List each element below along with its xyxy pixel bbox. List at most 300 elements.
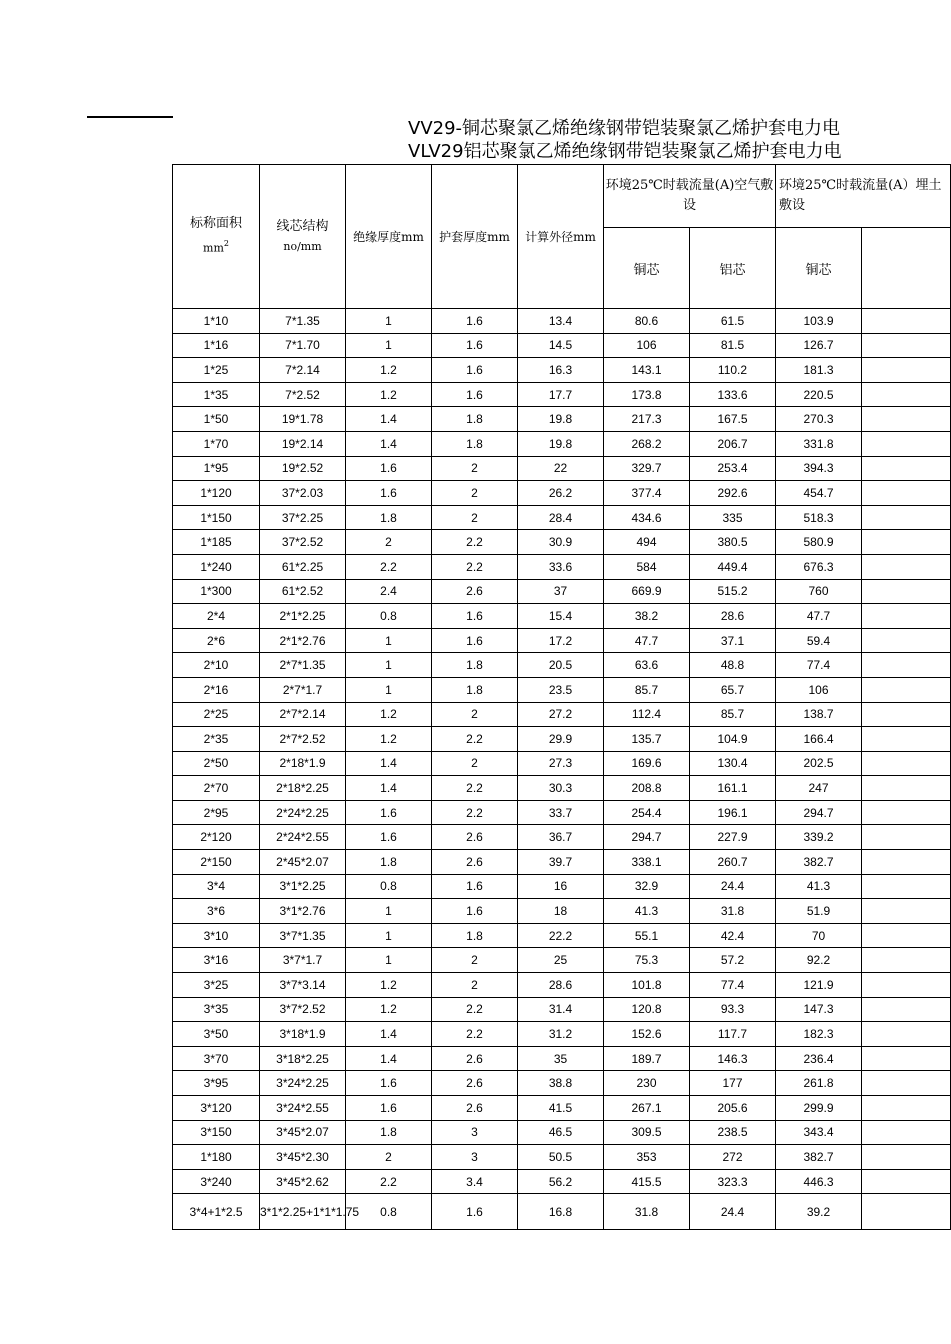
document-title (408, 117, 863, 163)
cell-air-copper: 135.7 (604, 727, 690, 752)
cell-air-copper: 338.1 (604, 850, 690, 875)
cell-insulation: 1 (346, 899, 432, 924)
cell-diameter: 37 (518, 579, 604, 604)
cell-insulation: 1.2 (346, 382, 432, 407)
cell-structure: 2*18*1.9 (260, 751, 346, 776)
cell-air-copper: 173.8 (604, 382, 690, 407)
cell-structure: 3*45*2.30 (260, 1145, 346, 1170)
table-row (173, 1046, 951, 1071)
cell-soil-copper: 202.5 (776, 751, 862, 776)
cell-area: 3*25 (173, 973, 260, 998)
cell-diameter: 31.2 (518, 1022, 604, 1047)
cell-diameter: 25 (518, 948, 604, 973)
cell-diameter: 19.8 (518, 407, 604, 432)
cell-insulation: 1.6 (346, 825, 432, 850)
cell-air-aluminum: 238.5 (690, 1120, 776, 1145)
cell-soil-copper: 220.5 (776, 382, 862, 407)
cell-structure: 3*24*2.25 (260, 1071, 346, 1096)
cell-air-copper: 267.1 (604, 1096, 690, 1121)
table-row (173, 850, 951, 875)
cell-soil-aluminum (862, 997, 951, 1022)
cell-soil-copper: 181.3 (776, 358, 862, 383)
title-line-2: VLV29铝芯聚氯乙烯绝缘钢带铠装聚氯乙烯护套电力电 (408, 141, 842, 162)
cell-diameter: 18 (518, 899, 604, 924)
header-aluminum-soil (862, 228, 951, 309)
cell-structure: 3*7*1.7 (260, 948, 346, 973)
cell-air-copper: 101.8 (604, 973, 690, 998)
cell-soil-copper: 77.4 (776, 653, 862, 678)
cell-soil-aluminum (862, 1022, 951, 1047)
cell-sheath: 2.2 (432, 800, 518, 825)
cell-soil-aluminum (862, 309, 951, 334)
cell-air-copper: 208.8 (604, 776, 690, 801)
cell-area: 1*185 (173, 530, 260, 555)
cell-air-copper: 268.2 (604, 431, 690, 456)
cell-soil-aluminum (862, 702, 951, 727)
cell-soil-aluminum (862, 677, 951, 702)
cell-diameter: 30.9 (518, 530, 604, 555)
cell-sheath: 1.8 (432, 677, 518, 702)
cell-insulation: 1.4 (346, 1046, 432, 1071)
cell-diameter: 22.2 (518, 923, 604, 948)
cell-air-aluminum: 449.4 (690, 554, 776, 579)
cell-insulation: 1 (346, 653, 432, 678)
cell-air-aluminum: 272 (690, 1145, 776, 1170)
cell-insulation: 1.2 (346, 973, 432, 998)
cell-soil-copper: 382.7 (776, 850, 862, 875)
cell-sheath: 1.6 (432, 358, 518, 383)
cell-sheath: 1.6 (432, 382, 518, 407)
cell-insulation: 1 (346, 948, 432, 973)
cell-insulation: 1 (346, 333, 432, 358)
cell-soil-copper: 41.3 (776, 874, 862, 899)
cell-air-copper: 169.6 (604, 751, 690, 776)
cell-structure: 2*1*2.25 (260, 604, 346, 629)
cell-sheath: 2.2 (432, 727, 518, 752)
table-row (173, 358, 951, 383)
table-row (173, 973, 951, 998)
cell-soil-aluminum (862, 1071, 951, 1096)
cell-sheath: 2.6 (432, 1096, 518, 1121)
cell-air-copper: 377.4 (604, 481, 690, 506)
cell-soil-copper: 760 (776, 579, 862, 604)
cell-area: 1*150 (173, 505, 260, 530)
cell-insulation: 1 (346, 677, 432, 702)
table-row (173, 1096, 951, 1121)
cell-sheath: 2.6 (432, 850, 518, 875)
cell-soil-aluminum (862, 579, 951, 604)
cell-air-aluminum: 93.3 (690, 997, 776, 1022)
cell-soil-aluminum (862, 1145, 951, 1170)
cell-air-aluminum: 206.7 (690, 431, 776, 456)
cell-structure: 37*2.52 (260, 530, 346, 555)
cell-sheath: 2 (432, 702, 518, 727)
cell-structure: 2*18*2.25 (260, 776, 346, 801)
cell-soil-copper: 676.3 (776, 554, 862, 579)
cell-insulation: 1.8 (346, 1120, 432, 1145)
cell-structure: 61*2.52 (260, 579, 346, 604)
cell-structure: 3*1*2.25+1*1*1.75 (260, 1194, 346, 1230)
cell-soil-aluminum (862, 456, 951, 481)
cell-air-copper: 41.3 (604, 899, 690, 924)
cell-diameter: 28.6 (518, 973, 604, 998)
cell-diameter: 29.9 (518, 727, 604, 752)
cell-area: 1*16 (173, 333, 260, 358)
cell-structure: 7*2.52 (260, 382, 346, 407)
cell-insulation: 1.2 (346, 702, 432, 727)
cell-area: 3*70 (173, 1046, 260, 1071)
cell-air-aluminum: 48.8 (690, 653, 776, 678)
table-row (173, 1120, 951, 1145)
cell-air-copper: 32.9 (604, 874, 690, 899)
table-row (173, 997, 951, 1022)
table-row (173, 505, 951, 530)
cell-soil-copper: 394.3 (776, 456, 862, 481)
cell-sheath: 2.6 (432, 1071, 518, 1096)
cell-diameter: 33.7 (518, 800, 604, 825)
cell-sheath: 2.2 (432, 997, 518, 1022)
cell-air-copper: 217.3 (604, 407, 690, 432)
cell-soil-aluminum (862, 948, 951, 973)
cell-air-copper: 47.7 (604, 628, 690, 653)
cell-air-aluminum: 335 (690, 505, 776, 530)
cell-insulation: 1.6 (346, 481, 432, 506)
cell-area: 3*10 (173, 923, 260, 948)
cell-air-aluminum: 253.4 (690, 456, 776, 481)
cell-soil-copper: 59.4 (776, 628, 862, 653)
cell-air-aluminum: 65.7 (690, 677, 776, 702)
cell-soil-copper: 454.7 (776, 481, 862, 506)
cell-sheath: 2.2 (432, 776, 518, 801)
cell-insulation: 1.4 (346, 1022, 432, 1047)
cell-diameter: 30.3 (518, 776, 604, 801)
cell-soil-copper: 518.3 (776, 505, 862, 530)
cell-air-copper: 434.6 (604, 505, 690, 530)
cell-air-aluminum: 81.5 (690, 333, 776, 358)
cell-structure: 2*45*2.07 (260, 850, 346, 875)
cell-insulation: 1.2 (346, 358, 432, 383)
cell-structure: 2*24*2.25 (260, 800, 346, 825)
cell-structure: 7*2.14 (260, 358, 346, 383)
cell-soil-copper: 106 (776, 677, 862, 702)
table-body (173, 309, 951, 1230)
cell-soil-aluminum (862, 1120, 951, 1145)
cell-air-aluminum: 85.7 (690, 702, 776, 727)
cell-air-copper: 120.8 (604, 997, 690, 1022)
table-row (173, 923, 951, 948)
cell-structure: 2*24*2.55 (260, 825, 346, 850)
header-soil-group-label: 环境25℃时载流量(A）埋土敷设 (779, 178, 942, 213)
cell-structure: 61*2.25 (260, 554, 346, 579)
cell-air-aluminum: 161.1 (690, 776, 776, 801)
cell-air-aluminum: 24.4 (690, 1194, 776, 1230)
cell-area: 3*50 (173, 1022, 260, 1047)
cell-diameter: 17.2 (518, 628, 604, 653)
cell-soil-aluminum (862, 751, 951, 776)
cell-soil-copper: 331.8 (776, 431, 862, 456)
cell-sheath: 1.8 (432, 653, 518, 678)
cell-soil-copper: 51.9 (776, 899, 862, 924)
cell-sheath: 3.4 (432, 1169, 518, 1194)
cell-soil-aluminum (862, 554, 951, 579)
cell-insulation: 2.4 (346, 579, 432, 604)
cell-area: 1*70 (173, 431, 260, 456)
table-row (173, 628, 951, 653)
cell-diameter: 16.8 (518, 1194, 604, 1230)
cell-diameter: 19.8 (518, 431, 604, 456)
cell-area: 1*240 (173, 554, 260, 579)
table-row (173, 702, 951, 727)
cell-sheath: 3 (432, 1120, 518, 1145)
cell-sheath: 2.2 (432, 554, 518, 579)
table-row (173, 677, 951, 702)
cell-area: 1*50 (173, 407, 260, 432)
cell-air-aluminum: 323.3 (690, 1169, 776, 1194)
cell-soil-copper: 138.7 (776, 702, 862, 727)
cell-structure: 3*24*2.55 (260, 1096, 346, 1121)
cell-air-copper: 254.4 (604, 800, 690, 825)
cell-air-copper: 230 (604, 1071, 690, 1096)
header-area-label: 标称面积 (189, 216, 242, 232)
cell-diameter: 20.5 (518, 653, 604, 678)
cell-sheath: 1.6 (432, 1194, 518, 1230)
cell-sheath: 2 (432, 948, 518, 973)
cell-sheath: 2 (432, 505, 518, 530)
cell-sheath: 1.8 (432, 923, 518, 948)
cell-sheath: 1.8 (432, 431, 518, 456)
header-area-unit: mm (203, 241, 224, 255)
cell-soil-copper: 92.2 (776, 948, 862, 973)
cell-area: 1*300 (173, 579, 260, 604)
cell-sheath: 3 (432, 1145, 518, 1170)
cell-soil-copper: 580.9 (776, 530, 862, 555)
cell-air-aluminum: 104.9 (690, 727, 776, 752)
cell-area: 3*150 (173, 1120, 260, 1145)
header-diameter: 计算外径mm (518, 165, 604, 309)
cell-air-aluminum: 177 (690, 1071, 776, 1096)
cell-diameter: 36.7 (518, 825, 604, 850)
cell-diameter: 13.4 (518, 309, 604, 334)
cell-area: 3*16 (173, 948, 260, 973)
cell-diameter: 46.5 (518, 1120, 604, 1145)
table-row (173, 554, 951, 579)
cell-area: 1*180 (173, 1145, 260, 1170)
cell-air-aluminum: 61.5 (690, 309, 776, 334)
cell-insulation: 2 (346, 1145, 432, 1170)
cell-sheath: 2.2 (432, 1022, 518, 1047)
cell-sheath: 2.6 (432, 825, 518, 850)
table-row (173, 579, 951, 604)
cell-area: 1*10 (173, 309, 260, 334)
cell-structure: 19*1.78 (260, 407, 346, 432)
cell-diameter: 50.5 (518, 1145, 604, 1170)
cell-air-copper: 112.4 (604, 702, 690, 727)
cell-insulation: 1.6 (346, 800, 432, 825)
header-soil-group (776, 165, 951, 228)
cell-diameter: 33.6 (518, 554, 604, 579)
cell-area: 2*50 (173, 751, 260, 776)
cell-soil-aluminum (862, 628, 951, 653)
cell-insulation: 1.4 (346, 776, 432, 801)
cell-soil-aluminum (862, 481, 951, 506)
cell-air-copper: 294.7 (604, 825, 690, 850)
cell-air-aluminum: 292.6 (690, 481, 776, 506)
cell-diameter: 26.2 (518, 481, 604, 506)
cell-area: 1*25 (173, 358, 260, 383)
cell-insulation: 0.8 (346, 604, 432, 629)
table-row (173, 776, 951, 801)
cell-insulation: 1.4 (346, 407, 432, 432)
cell-soil-copper: 103.9 (776, 309, 862, 334)
table-row (173, 899, 951, 924)
header-copper: 铜芯 (604, 228, 690, 309)
table-row (173, 1169, 951, 1194)
cell-structure: 37*2.25 (260, 505, 346, 530)
cell-soil-aluminum (862, 850, 951, 875)
header-air-group (604, 165, 776, 228)
cell-diameter: 31.4 (518, 997, 604, 1022)
cell-structure: 19*2.52 (260, 456, 346, 481)
cell-air-copper: 329.7 (604, 456, 690, 481)
cell-diameter: 35 (518, 1046, 604, 1071)
cell-air-copper: 584 (604, 554, 690, 579)
table-row (173, 481, 951, 506)
cell-soil-aluminum (862, 973, 951, 998)
cell-soil-aluminum (862, 899, 951, 924)
header-insulation: 绝缘厚度mm (346, 165, 432, 309)
cell-area: 2*10 (173, 653, 260, 678)
cell-sheath: 1.6 (432, 309, 518, 334)
cell-insulation: 1.2 (346, 727, 432, 752)
table-row (173, 431, 951, 456)
cell-soil-copper: 343.4 (776, 1120, 862, 1145)
cell-structure: 7*1.70 (260, 333, 346, 358)
cell-insulation: 2 (346, 530, 432, 555)
table-row (173, 333, 951, 358)
cell-diameter: 27.2 (518, 702, 604, 727)
table-row (173, 309, 951, 334)
cell-soil-copper: 261.8 (776, 1071, 862, 1096)
cell-soil-aluminum (862, 874, 951, 899)
table-row (173, 1145, 951, 1170)
cell-insulation: 0.8 (346, 1194, 432, 1230)
table-row (173, 825, 951, 850)
cell-area: 2*70 (173, 776, 260, 801)
cell-soil-copper: 294.7 (776, 800, 862, 825)
cell-structure: 3*7*1.35 (260, 923, 346, 948)
cell-insulation: 2.2 (346, 1169, 432, 1194)
cell-soil-copper: 70 (776, 923, 862, 948)
cell-air-aluminum: 196.1 (690, 800, 776, 825)
cell-air-copper: 309.5 (604, 1120, 690, 1145)
cell-air-aluminum: 42.4 (690, 923, 776, 948)
cell-air-aluminum: 117.7 (690, 1022, 776, 1047)
table-row (173, 948, 951, 973)
cell-air-copper: 38.2 (604, 604, 690, 629)
cell-soil-copper: 247 (776, 776, 862, 801)
header-area-sup: 2 (223, 239, 229, 249)
cell-soil-copper: 236.4 (776, 1046, 862, 1071)
table-row (173, 653, 951, 678)
cell-air-aluminum: 28.6 (690, 604, 776, 629)
cell-air-aluminum: 110.2 (690, 358, 776, 383)
cell-air-aluminum: 37.1 (690, 628, 776, 653)
cell-structure: 2*1*2.76 (260, 628, 346, 653)
cell-soil-aluminum (862, 505, 951, 530)
cell-soil-aluminum (862, 382, 951, 407)
cell-area: 3*240 (173, 1169, 260, 1194)
cell-area: 2*16 (173, 677, 260, 702)
cell-air-copper: 106 (604, 333, 690, 358)
cell-air-copper: 189.7 (604, 1046, 690, 1071)
cell-diameter: 23.5 (518, 677, 604, 702)
header-structure-unit: no/mm (283, 239, 322, 253)
cell-diameter: 27.3 (518, 751, 604, 776)
cell-diameter: 56.2 (518, 1169, 604, 1194)
cell-air-aluminum: 130.4 (690, 751, 776, 776)
cell-insulation: 2.2 (346, 554, 432, 579)
table-row (173, 751, 951, 776)
cell-soil-aluminum (862, 1096, 951, 1121)
cell-soil-copper: 182.3 (776, 1022, 862, 1047)
header-copper-soil: 铜芯 (776, 228, 862, 309)
cell-soil-aluminum (862, 727, 951, 752)
cell-structure: 3*45*2.07 (260, 1120, 346, 1145)
cell-diameter: 39.7 (518, 850, 604, 875)
table-row (173, 407, 951, 432)
cell-air-aluminum: 167.5 (690, 407, 776, 432)
table-row (173, 1194, 951, 1230)
cell-air-aluminum: 227.9 (690, 825, 776, 850)
header-aluminum: 铝芯 (690, 228, 776, 309)
cell-soil-copper: 147.3 (776, 997, 862, 1022)
cell-structure: 2*7*1.35 (260, 653, 346, 678)
cell-sheath: 2 (432, 456, 518, 481)
cell-area: 3*4+1*2.5 (173, 1194, 260, 1230)
cell-structure: 3*18*1.9 (260, 1022, 346, 1047)
cell-air-copper: 415.5 (604, 1169, 690, 1194)
cell-structure: 37*2.03 (260, 481, 346, 506)
cell-diameter: 28.4 (518, 505, 604, 530)
cell-soil-aluminum (862, 1046, 951, 1071)
cell-diameter: 16.3 (518, 358, 604, 383)
cell-air-aluminum: 260.7 (690, 850, 776, 875)
cell-air-copper: 55.1 (604, 923, 690, 948)
cell-area: 3*120 (173, 1096, 260, 1121)
cell-insulation: 1.6 (346, 1096, 432, 1121)
cell-insulation: 1 (346, 628, 432, 653)
cell-soil-copper: 47.7 (776, 604, 862, 629)
cell-air-copper: 353 (604, 1145, 690, 1170)
cell-soil-copper: 382.7 (776, 1145, 862, 1170)
cell-soil-aluminum (862, 358, 951, 383)
cell-insulation: 0.8 (346, 874, 432, 899)
cell-soil-copper: 446.3 (776, 1169, 862, 1194)
cell-soil-aluminum (862, 1169, 951, 1194)
cell-air-aluminum: 133.6 (690, 382, 776, 407)
cell-diameter: 15.4 (518, 604, 604, 629)
cell-sheath: 1.6 (432, 604, 518, 629)
table-row (173, 727, 951, 752)
title-line-1: VV29-铜芯聚氯乙烯绝缘钢带铠装聚氯乙烯护套电力电 (408, 118, 841, 139)
cell-structure: 3*7*2.52 (260, 997, 346, 1022)
cell-soil-aluminum (862, 407, 951, 432)
header-sheath: 护套厚度mm (432, 165, 518, 309)
cell-structure: 7*1.35 (260, 309, 346, 334)
cell-air-copper: 669.9 (604, 579, 690, 604)
table-row (173, 874, 951, 899)
header-structure (260, 165, 346, 309)
